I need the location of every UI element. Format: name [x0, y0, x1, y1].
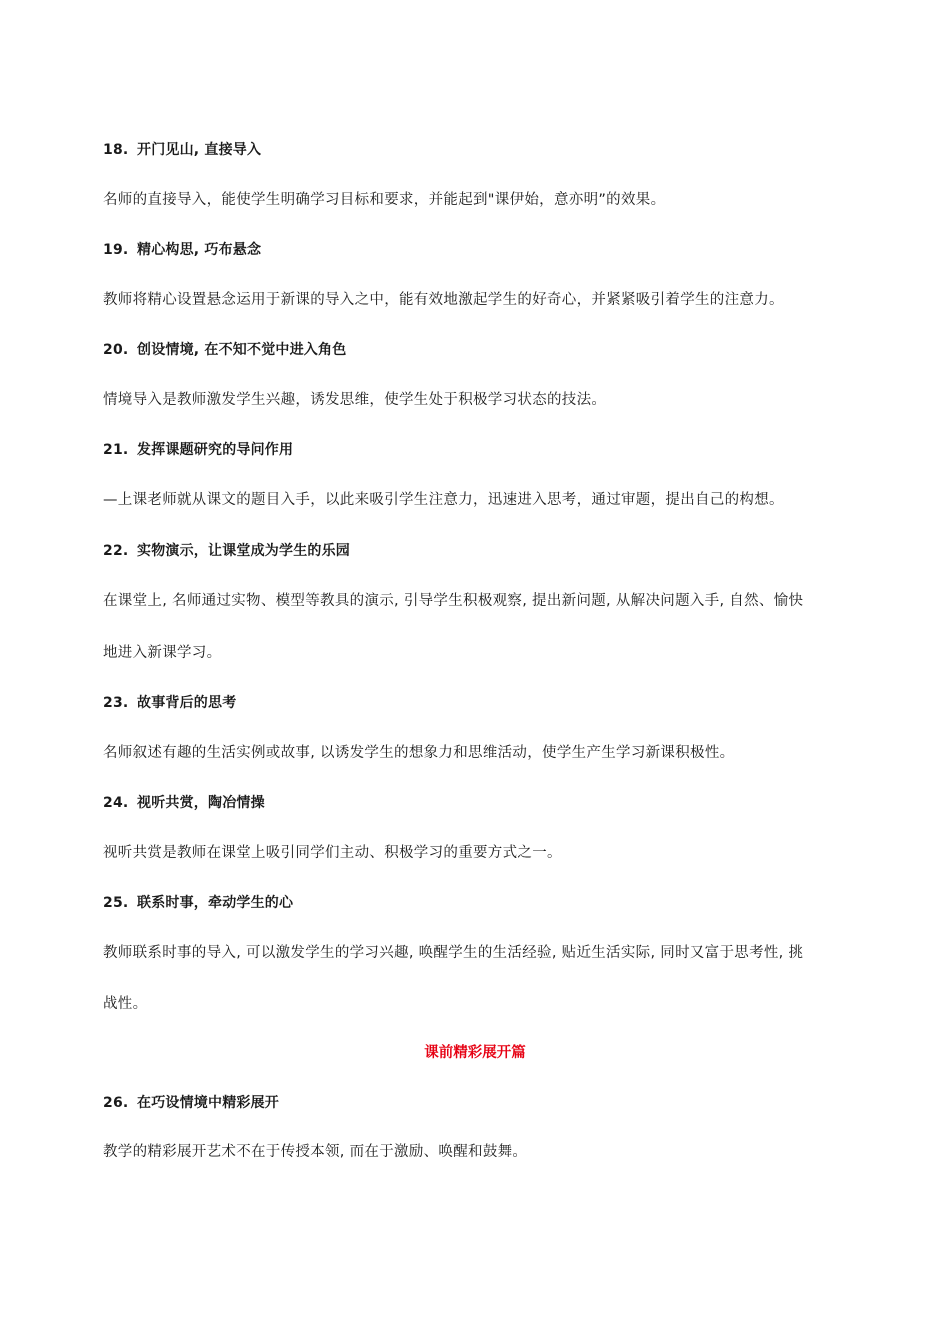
item-heading [103, 140, 848, 160]
item-body-line: —上课老师就从课文的题目入手，以此来吸引学生注意力，迅速进入思考，通过审题，提出自己的构想。 [103, 492, 784, 508]
item-title: 精心构思, 巧布悬念 [137, 242, 262, 258]
item-number: 20. [103, 342, 129, 358]
item-title: 故事背后的思考 [137, 695, 237, 711]
item-body-line: 地进入新课学习。 [103, 645, 222, 661]
item-body-line: 教学的精彩展开艺术不在于传授本领, 而在于激励、唤醒和鼓舞。 [103, 1144, 528, 1160]
item-number: 26. [103, 1095, 129, 1111]
item-heading [103, 893, 848, 913]
item-number: 22. [103, 543, 129, 559]
item-title: 实物演示，让课堂成为学生的乐园 [137, 543, 350, 559]
item-body-line: 战性。 [103, 996, 148, 1012]
item-title: 视听共赏，陶冶情操 [137, 795, 265, 811]
item-body-line: 视听共赏是教师在课堂上吸引同学们主动、积极学习的重要方式之一。 [103, 845, 562, 861]
item-number: 21. [103, 442, 129, 458]
item-heading [103, 340, 848, 360]
section-title: 课前精彩展开篇 [424, 1045, 526, 1061]
item-body-line: 情境导入是教师激发学生兴趣，诱发思维，使学生处于积极学习状态的技法。 [103, 392, 607, 408]
item-heading [103, 793, 848, 813]
item-heading [103, 440, 848, 460]
item-title: 开门见山, 直接导入 [137, 142, 262, 158]
item-heading [103, 240, 848, 260]
item-number: 18. [103, 142, 129, 158]
item-body-line: 教师将精心设置悬念运用于新课的导入之中，能有效地激起学生的好奇心，并紧紧吸引着学生的注意力。 [103, 292, 784, 308]
item-body-line: 名师的直接导入，能使学生明确学习目标和要求，并能起到"课伊始，意亦明”的效果。 [103, 192, 666, 208]
item-title: 创设情境, 在不知不觉中进入角色 [137, 342, 347, 358]
item-body-line: 名师叙述有趣的生活实例或故事, 以诱发学生的想象力和思维活动，使学生产生学习新课积极性。 [103, 745, 735, 761]
item-title: 在巧设情境中精彩展开 [137, 1095, 279, 1111]
item-title: 发挥课题研究的导问作用 [137, 442, 294, 458]
item-heading [103, 541, 848, 561]
item-number: 19. [103, 242, 129, 258]
item-body-line: 教师联系时事的导入, 可以激发学生的学习兴趣, 唤醒学生的生活经验, 贴近生活实际, 同时又富于思考性, 挑 [103, 945, 804, 961]
item-number: 23. [103, 695, 129, 711]
item-body-line: 在课堂上, 名师通过实物、模型等教具的演示, 引导学生积极观察, 提出新问题, 从解决问题入手, 自然、愉快 [103, 593, 804, 609]
item-title: 联系时事，牵动学生的心 [137, 895, 294, 911]
item-number: 25. [103, 895, 129, 911]
item-number: 24. [103, 795, 129, 811]
item-heading [103, 693, 848, 713]
item-heading [103, 1093, 848, 1113]
